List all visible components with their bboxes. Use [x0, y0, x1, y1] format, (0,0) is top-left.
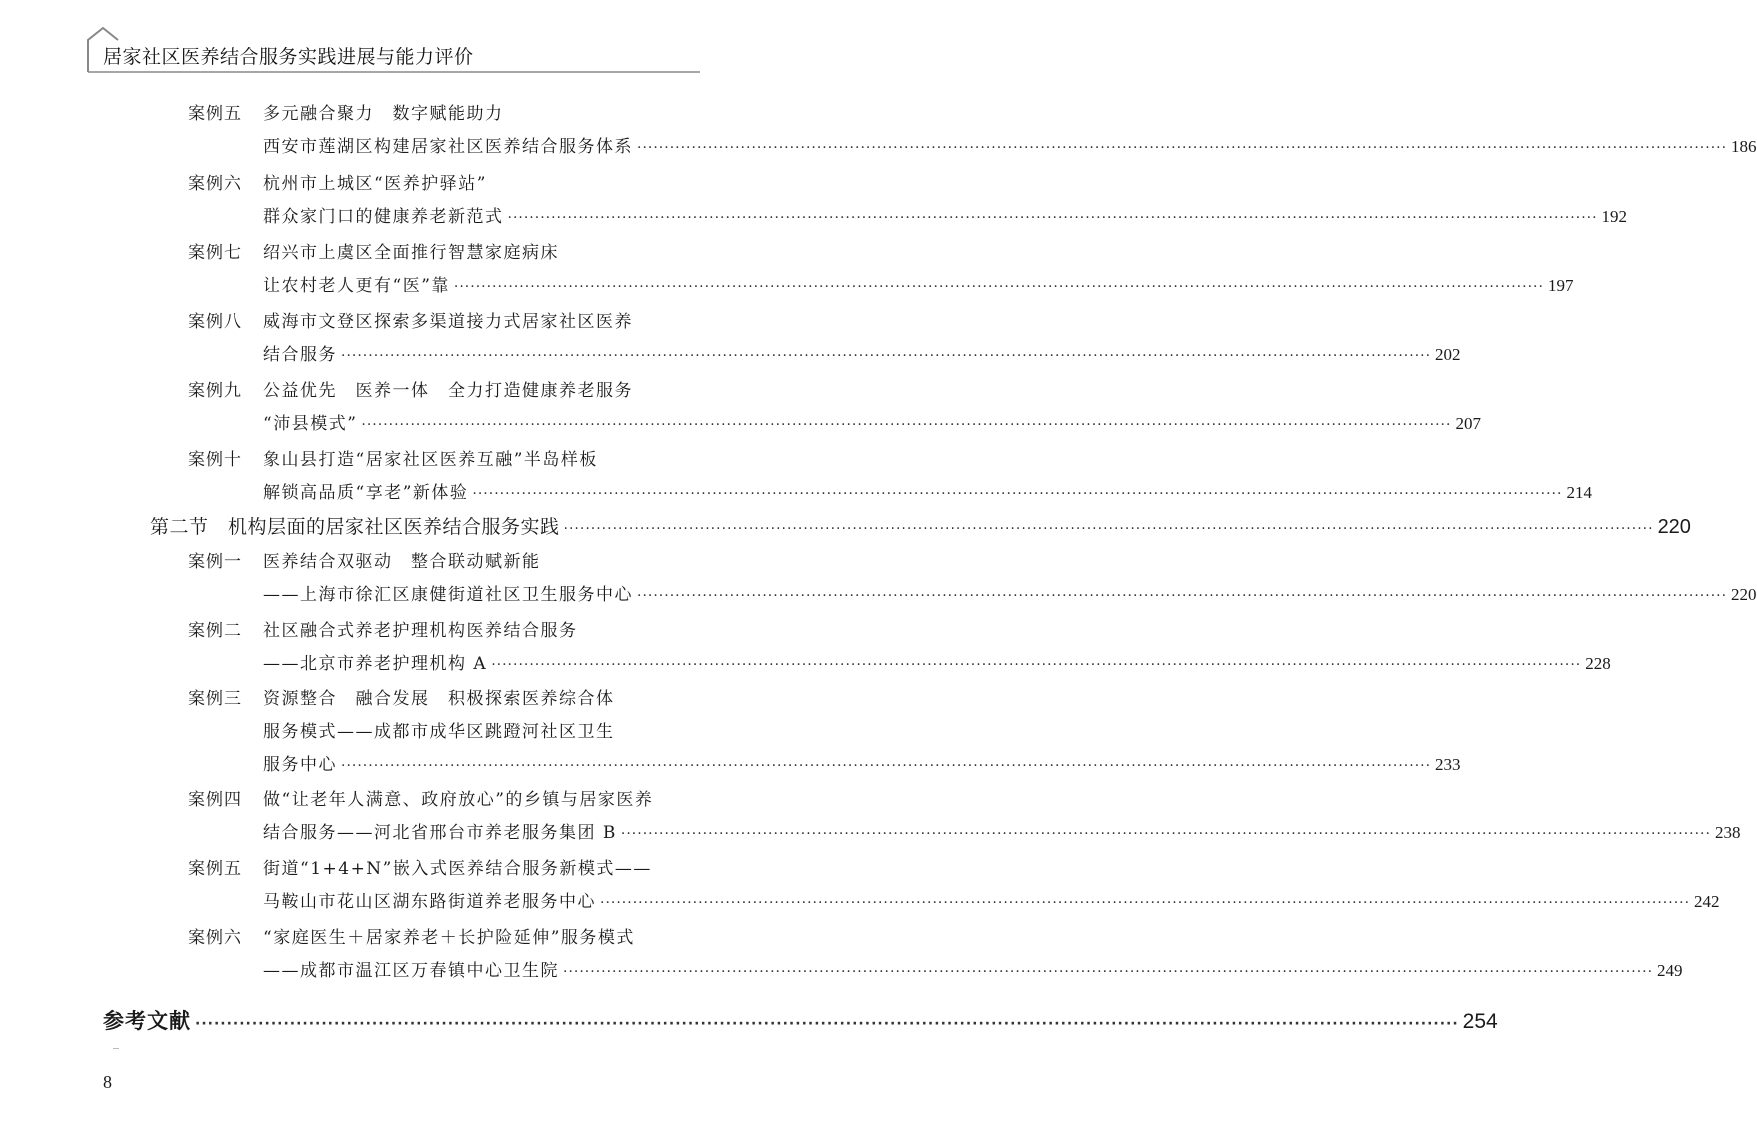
- toc-case-label: 案例一: [188, 552, 242, 572]
- dot-leader: ········································································································································································································: [195, 1016, 1459, 1032]
- toc-entry-text: 公益优先 医养一体 全力打造健康养老服务: [263, 381, 633, 401]
- toc-entry-text: 服务模式——成都市成华区跳蹬河社区卫生: [263, 722, 615, 742]
- dot-leader: ········································································································································································································: [491, 657, 1582, 673]
- dot-leader: ········································································································································································································: [472, 486, 1563, 502]
- toc-entry-text: ——上海市徐汇区康健街道社区卫生服务中心: [263, 585, 633, 605]
- dot-leader: ········································································································································································································: [361, 417, 1452, 433]
- dot-leader: ········································································································································································································: [507, 210, 1598, 226]
- toc-entry-text: 第二节 机构层面的居家社区医养结合服务实践: [150, 516, 560, 538]
- toc-case-label: 案例九: [188, 381, 242, 401]
- toc-line[interactable]: [188, 685, 692, 713]
- dot-leader: ········································································································································································································: [453, 279, 1544, 295]
- toc-entry-text: 结合服务: [263, 345, 337, 365]
- toc-page-number: 197: [1547, 276, 1574, 295]
- toc-line[interactable]: [188, 446, 692, 474]
- toc-case-label: 案例二: [188, 621, 242, 641]
- dot-leader: ········································································································································································································: [341, 758, 1432, 774]
- toc-page-number: 242: [1694, 892, 1720, 911]
- toc-entry-text: 参考文献: [103, 1009, 191, 1033]
- toc-page-number: 233: [1435, 755, 1461, 774]
- toc-case-label: 案例六: [188, 928, 242, 948]
- toc-line[interactable]: [188, 581, 1757, 609]
- toc-line[interactable]: [188, 133, 1757, 161]
- toc-page-number: 207: [1455, 414, 1481, 433]
- toc-page-number: 238: [1714, 823, 1741, 842]
- toc-line[interactable]: [188, 819, 1741, 847]
- page-number: 8: [103, 1072, 112, 1092]
- toc-entry-text: 马鞍山市花山区湖东路街道养老服务中心: [263, 892, 596, 912]
- toc-entry-text: 绍兴市上虞区全面推行智慧家庭病床: [263, 243, 559, 263]
- toc-line[interactable]: [188, 855, 692, 883]
- toc-line[interactable]: [188, 786, 692, 814]
- toc-line[interactable]: [188, 170, 692, 198]
- toc-case-label: 案例三: [188, 689, 242, 709]
- toc-case-label: 案例五: [188, 104, 242, 124]
- toc-line[interactable]: [188, 957, 1683, 985]
- toc-entry-text: ——成都市温江区万春镇中心卫生院: [263, 961, 559, 981]
- toc-page-number: 202: [1435, 345, 1461, 364]
- dot-leader: ········································································································································································································: [341, 348, 1432, 364]
- toc-line[interactable]: [188, 377, 692, 405]
- toc-line[interactable]: [188, 100, 692, 128]
- toc-line[interactable]: [188, 718, 692, 746]
- dot-leader: ········································································································································································································: [637, 588, 1728, 604]
- toc-case-label: 案例八: [188, 312, 242, 332]
- toc-page-number: 220: [1731, 585, 1757, 604]
- toc-page-number: 192: [1601, 207, 1628, 226]
- toc-entry-text: 社区融合式养老护理机构医养结合服务: [263, 621, 578, 641]
- toc-entry-text: 西安市莲湖区构建居家社区医养结合服务体系: [263, 137, 633, 157]
- toc-line[interactable]: [188, 479, 1592, 507]
- toc-line[interactable]: [188, 272, 1574, 300]
- toc-line[interactable]: [188, 341, 1461, 369]
- toc-line[interactable]: [188, 924, 692, 952]
- toc-line[interactable]: [188, 617, 692, 645]
- toc-section-line[interactable]: [150, 513, 1691, 541]
- toc-entry-text: 资源整合 融合发展 积极探索医养综合体: [263, 689, 615, 709]
- toc-case-label: 案例四: [188, 790, 242, 810]
- dot-leader: ········································································································································································································: [563, 521, 1654, 537]
- toc-entry-text: 解锁高品质“享老”新体验: [263, 483, 469, 503]
- toc-case-label: 案例六: [188, 174, 242, 194]
- dot-leader: ········································································································································································································: [637, 140, 1728, 156]
- running-header-title: 居家社区医养结合服务实践进展与能力评价: [103, 46, 474, 68]
- toc-line[interactable]: [188, 548, 692, 576]
- toc-line[interactable]: [188, 650, 1611, 678]
- toc-references-line[interactable]: [103, 1004, 1498, 1038]
- toc-entry-text: ——北京市养老护理机构 A: [263, 654, 488, 674]
- toc-entry-text: 做“让老年人满意、政府放心”的乡镇与居家医养: [263, 790, 654, 810]
- dot-leader: ········································································································································································································: [563, 964, 1654, 980]
- toc-entry-text: 街道“1+4+N”嵌入式医养结合服务新模式——: [263, 859, 652, 879]
- toc-page-number: 186: [1731, 137, 1757, 156]
- toc-page-number: 254: [1462, 1010, 1498, 1033]
- toc-case-label: 案例七: [188, 243, 242, 263]
- toc-entry-text: 象山县打造“居家社区医养互融”半岛样板: [263, 450, 598, 470]
- toc-entry-text: “家庭医生＋居家养老＋长护险延伸”服务模式: [263, 928, 635, 948]
- toc-entry-text: 结合服务——河北省邢台市养老服务集团 B: [263, 823, 617, 843]
- toc-page-number: 214: [1566, 483, 1592, 502]
- toc-line[interactable]: [188, 888, 1720, 916]
- toc-entry-text: 服务中心: [263, 755, 337, 775]
- toc-line[interactable]: [188, 751, 1461, 779]
- scan-speck: [113, 1048, 119, 1052]
- toc-line[interactable]: [188, 410, 1481, 438]
- toc-entry-text: 群众家门口的健康养老新范式: [263, 207, 504, 227]
- toc-line[interactable]: [188, 203, 1628, 231]
- toc-entry-text: 医养结合双驱动 整合联动赋新能: [263, 552, 541, 572]
- toc-entry-text: 多元融合聚力 数字赋能助力: [263, 104, 504, 124]
- toc-page-number: 220: [1657, 516, 1691, 538]
- running-header: [0, 0, 800, 80]
- toc-line[interactable]: [188, 239, 692, 267]
- toc-entry-text: 威海市文登区探索多渠道接力式居家社区医养: [263, 312, 633, 332]
- toc-page-number: 228: [1585, 654, 1611, 673]
- toc-case-label: 案例十: [188, 450, 242, 470]
- toc-line[interactable]: [188, 308, 692, 336]
- toc-case-label: 案例五: [188, 859, 242, 879]
- toc-entry-text: “沛县模式”: [263, 414, 358, 434]
- dot-leader: ········································································································································································································: [620, 826, 1711, 842]
- toc-entry-text: 杭州市上城区“医养护驿站”: [263, 174, 487, 194]
- dot-leader: ········································································································································································································: [600, 895, 1691, 911]
- toc-entry-text: 让农村老人更有“医”靠: [263, 276, 450, 296]
- toc-page-number: 249: [1657, 961, 1683, 980]
